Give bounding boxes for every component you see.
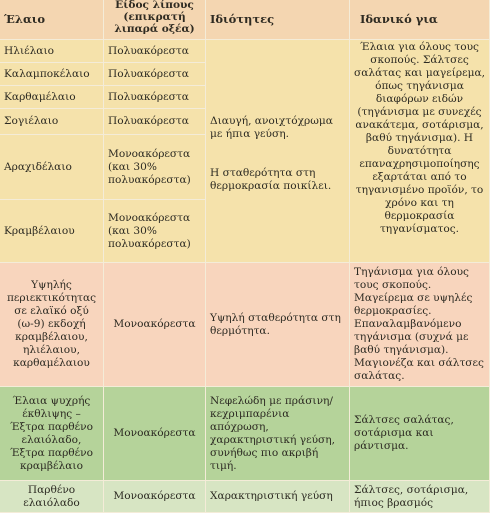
oil-name: Κραμβέλαιου	[0, 200, 104, 263]
fat-type: Μονοακόρεστα	[104, 481, 206, 513]
header-properties: Ιδιότητες	[206, 0, 350, 40]
properties-text: Η σταθερότητα στη θερμοκρασία ποικίλει.	[210, 167, 332, 192]
header-oil: Έλαιο	[0, 0, 104, 40]
oil-name: Καλαμποκέλαιο	[0, 63, 104, 86]
oil-name: Σογιέλαιο	[0, 109, 104, 135]
oil-name: Υψηλής περιεκτικότητας σε ελαϊκό οξύ (ω-9) εκδοχή κραμβέλαιου, ηλιέλαιου, καρθαμέλαιου	[0, 263, 104, 387]
header-ideal-for: Ιδανικό για	[350, 0, 490, 40]
properties-text: Υψηλή σταθερότητα στη θερμότητα.	[206, 263, 350, 387]
oil-name: Αραχιδέλαιο	[0, 135, 104, 200]
oil-name: Καρθαμέλαιο	[0, 86, 104, 109]
fat-type: Πολυακόρεστα	[104, 63, 206, 86]
oil-name: Παρθένο ελαιόλαδο	[0, 481, 104, 513]
properties-group-1	[206, 40, 350, 263]
fat-type: Πολυακόρεστα	[104, 109, 206, 135]
properties-text: Χαρακτηριστική γεύση	[206, 481, 350, 513]
oil-name: Ηλιέλαιο	[0, 40, 104, 63]
ideal-group-1: Έλαια για όλους τους σκοπούς. Σάλτσες σαλάτας και μαγείρεμα, όπως τηγάνισμα διαφόρων ειδών (τηγάνισμα με συνεχές ανακάτεμα, σοτάρισμα, βαθύ τηγάνισμα). Η δυνατότητα επαναχρησιμοποίησης εξαρτάται από το τηγανισμένο προϊόν, το χρόνο και τη θερμοκρασία τηγανίσματος.	[350, 40, 490, 263]
fat-type: Πολυακόρεστα	[104, 40, 206, 63]
properties-text: Νεφελώδη με πράσινη/κεχριμπαρένια απόχρωση, χαρακτηριστική γεύση, συνήθως πιο ακριβή τιμή.	[206, 387, 350, 481]
ideal-text: Τηγάνισμα για όλους τους σκοπούς. Μαγείρεμα σε υψηλές θερμοκρασίες. Επαναλαμβανόμενο τηγάνισμα (συχνά με βαθύ τηγάνισμα). Μαγιονέζα και σάλτσες σαλάτας.	[350, 263, 490, 387]
fat-type: Μονοακόρεστα (και 30% πολυακόρεστα)	[104, 200, 206, 263]
fat-type: Μονοακόρεστα	[104, 263, 206, 387]
ideal-text: Σάλτσες, σοτάρισμα, ήπιος βρασμός	[350, 481, 490, 513]
oil-name: Έλαια ψυχρής έκθλιψης – Έξτρα παρθένο ελαιόλαδο, Έξτρα παρθένο κραμβέλαιο	[0, 387, 104, 481]
fat-type: Μονοακόρεστα (και 30% πολυακόρεστα)	[104, 135, 206, 200]
ideal-text: Σάλτσες σαλάτας, σοτάρισμα και ράντισμα.	[350, 387, 490, 481]
fat-type: Μονοακόρεστα	[104, 387, 206, 481]
fat-type: Πολυακόρεστα	[104, 86, 206, 109]
properties-text: Διαυγή, ανοιχτόχρωμα με ήπια γεύση.	[210, 115, 333, 140]
header-fat-type: Είδος λίπους (επικρατή λιπαρά οξέα)	[104, 0, 206, 40]
